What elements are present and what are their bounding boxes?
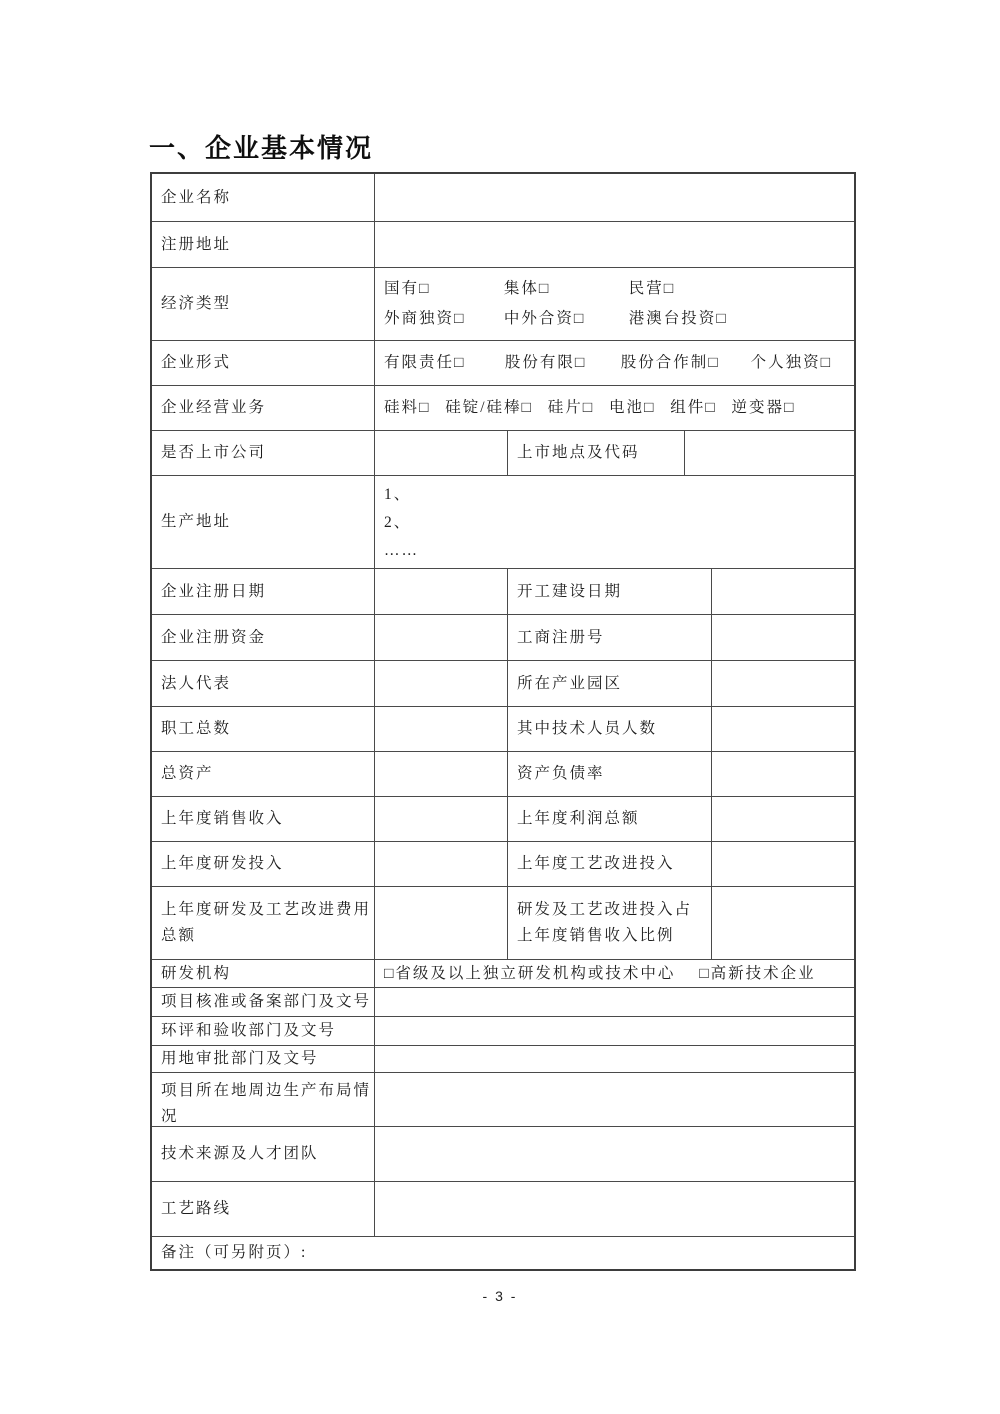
- business-reg-number-value: [711, 615, 854, 660]
- row-listed-company: [152, 430, 854, 475]
- row-env-assessment: [152, 1016, 854, 1045]
- checkbox-option-limited-liability: 有限责任□: [384, 354, 466, 371]
- production-address-line1: 1、: [384, 486, 412, 503]
- row-process-route: [152, 1181, 854, 1236]
- business-reg-number-label: 工商注册号: [507, 615, 711, 660]
- checkbox-option-foreign-owned: 外商独资□: [384, 310, 466, 327]
- process-improvement-label: 上年度工艺改进投入: [507, 842, 711, 886]
- checkbox-option-module: 组件□: [670, 399, 717, 416]
- last-year-profit-value: [711, 797, 854, 841]
- land-approval-value: [374, 1046, 854, 1072]
- process-improvement-value: [711, 842, 854, 886]
- row-enterprise-form: [152, 340, 854, 385]
- project-approval-value: [374, 988, 854, 1016]
- checkbox-option-state-owned: 国有□: [384, 280, 431, 297]
- registration-date-label: 企业注册日期: [161, 582, 267, 600]
- rd-institution-label: 研发机构: [161, 964, 232, 982]
- surrounding-layout-value: [374, 1073, 854, 1126]
- total-employees-value: [374, 707, 507, 751]
- business-scope-options: [374, 386, 854, 430]
- last-year-rd-label: 上年度研发投入: [161, 855, 284, 872]
- checkbox-option-joint-venture: 中外合资□: [503, 310, 586, 327]
- checkbox-option-silicon-wafer: 硅片□: [547, 399, 595, 416]
- production-address-line2: 2、: [384, 514, 412, 531]
- env-assessment-label: 环评和验收部门及文号: [161, 1022, 337, 1039]
- checkbox-option-provincial-rd-center: □省级及以上独立研发机构或技术中心: [384, 964, 676, 982]
- debt-ratio-value: [711, 752, 854, 796]
- page-number: - 3 -: [482, 1288, 518, 1304]
- production-address-label: 生产地址: [161, 513, 232, 530]
- row-tech-source: [152, 1126, 854, 1181]
- debt-ratio-label: 资产负债率: [507, 752, 711, 796]
- row-legal-representative: [152, 660, 854, 706]
- enterprise-form-options: [374, 341, 854, 385]
- row-total-employees: [152, 706, 854, 751]
- listing-place-label: 上市地点及代码: [507, 431, 684, 475]
- legal-representative-label: 法人代表: [161, 674, 232, 692]
- tech-source-value: [374, 1127, 854, 1181]
- rd-ratio-value: [711, 887, 854, 959]
- registered-capital-label: 企业注册资金: [161, 628, 267, 646]
- enterprise-form-label: 企业形式: [161, 354, 232, 371]
- rd-expense-total-label: 上年度研发及工艺改进费用总额: [161, 901, 372, 944]
- checkbox-option-collective: 集体□: [503, 280, 551, 297]
- row-total-assets: [152, 751, 854, 796]
- row-business-scope: [152, 385, 854, 430]
- process-route-label: 工艺路线: [161, 1200, 232, 1217]
- row-registration-date: [152, 568, 854, 614]
- checkbox-option-inverter: 逆变器□: [731, 399, 796, 416]
- row-registered-capital: [152, 614, 854, 660]
- registered-capital-value: [374, 615, 507, 660]
- technical-staff-label: 其中技术人员人数: [507, 707, 711, 751]
- registered-address-value: [374, 222, 854, 267]
- industrial-park-label: 所在产业园区: [507, 661, 711, 706]
- checkbox-option-silicon-ingot-rod: 硅锭/硅棒□: [445, 399, 533, 416]
- last-year-sales-label: 上年度销售收入: [161, 810, 284, 827]
- rd-ratio-label: 研发及工艺改进投入占上年度销售收入比例: [507, 887, 711, 959]
- business-scope-label: 企业经营业务: [161, 399, 267, 416]
- construction-start-label: 开工建设日期: [507, 569, 711, 614]
- checkbox-option-sole-proprietorship: 个人独资□: [750, 354, 832, 371]
- total-assets-value: [374, 752, 507, 796]
- row-rd-institution: [152, 959, 854, 987]
- row-remarks: [152, 1236, 854, 1269]
- row-project-approval: [152, 987, 854, 1016]
- total-assets-label: 总资产: [161, 765, 214, 782]
- checkbox-option-cell: 电池□: [609, 399, 656, 416]
- economic-type-options-line1: [384, 274, 728, 304]
- last-year-rd-value: [374, 842, 507, 886]
- company-name-label: 企业名称: [161, 188, 232, 206]
- economic-type-label: 经济类型: [161, 295, 232, 312]
- land-approval-label: 用地审批部门及文号: [161, 1050, 319, 1067]
- tech-source-label: 技术来源及人才团队: [161, 1145, 319, 1162]
- rd-institution-options: [374, 960, 854, 987]
- row-surrounding-layout: [152, 1072, 854, 1126]
- checkbox-option-silicon-material: 硅料□: [384, 399, 431, 416]
- env-assessment-value: [374, 1017, 854, 1045]
- last-year-profit-label: 上年度利润总额: [507, 797, 711, 841]
- row-rd-expense-total: [152, 886, 854, 959]
- registration-date-value: [374, 569, 507, 614]
- registered-address-label: 注册地址: [161, 235, 232, 253]
- listed-company-label: 是否上市公司: [161, 444, 267, 461]
- listing-place-value: [684, 431, 854, 475]
- section-title: 一、企业基本情况: [149, 133, 374, 163]
- row-company-name: [152, 174, 854, 221]
- process-route-value: [374, 1182, 854, 1236]
- remarks-label: 备注（可另附页）:: [161, 1244, 308, 1261]
- last-year-sales-value: [374, 797, 507, 841]
- row-last-year-rd: [152, 841, 854, 886]
- construction-start-value: [711, 569, 854, 614]
- company-info-table: [150, 172, 856, 1271]
- production-address-value: [374, 476, 854, 568]
- checkbox-option-stock-cooperative: 股份合作制□: [620, 354, 720, 371]
- industrial-park-value: [711, 661, 854, 706]
- checkbox-option-high-tech-enterprise: □高新技术企业: [699, 964, 816, 982]
- row-production-address: [152, 475, 854, 568]
- production-address-line3: ……: [384, 542, 419, 559]
- economic-type-options: [374, 268, 854, 340]
- economic-type-options-line2: [384, 304, 728, 334]
- row-last-year-sales: [152, 796, 854, 841]
- rd-expense-total-value: [374, 887, 507, 959]
- company-name-value: [374, 174, 854, 221]
- project-approval-label: 项目核准或备案部门及文号: [161, 993, 372, 1010]
- row-economic-type: [152, 267, 854, 340]
- total-employees-label: 职工总数: [161, 720, 232, 737]
- row-registered-address: [152, 221, 854, 267]
- checkbox-option-private: 民营□: [628, 280, 676, 297]
- row-land-approval: [152, 1045, 854, 1072]
- listed-company-value: [374, 431, 507, 475]
- surrounding-layout-label: 项目所在地周边生产布局情况: [161, 1082, 372, 1125]
- technical-staff-value: [711, 707, 854, 751]
- checkbox-option-joint-stock: 股份有限□: [504, 354, 587, 371]
- checkbox-option-hk-macao-taiwan: 港澳台投资□: [628, 310, 728, 327]
- legal-representative-value: [374, 661, 507, 706]
